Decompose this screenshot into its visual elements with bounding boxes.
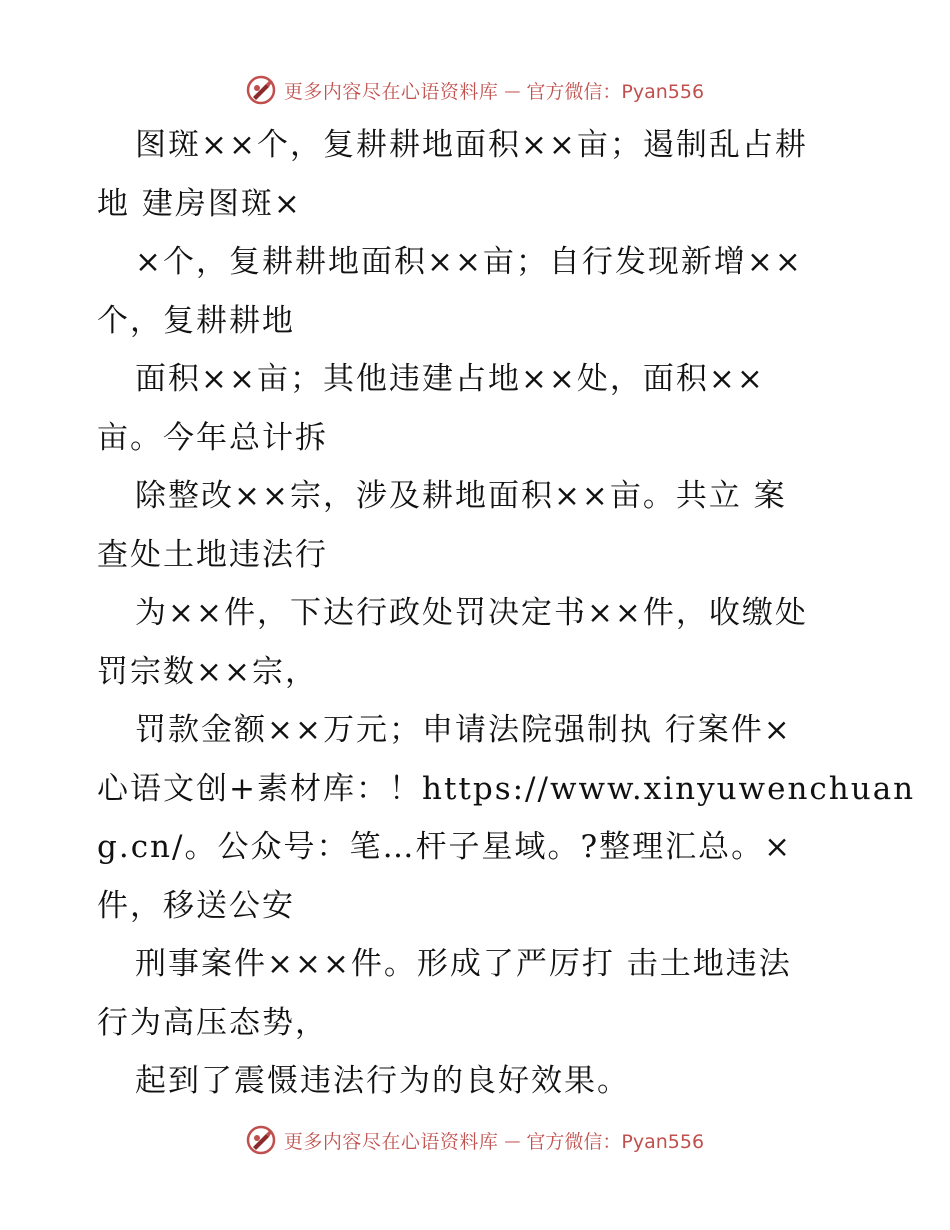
brand-logo-icon (246, 75, 276, 105)
footer-banner (0, 1120, 950, 1160)
text-line: 地 建房图斑× (97, 185, 302, 222)
text-line: 除整改××宗，涉及耕地面积××亩。共立 案 (135, 478, 787, 514)
text-line: 罚宗数××宗， (97, 653, 318, 690)
banner-wechat: 官方微信：Pyan556 (526, 80, 705, 103)
banner-text: 更多内容尽在心语资料库 (283, 1130, 499, 1153)
text-line: 图斑××个，复耕耕地面积××亩；遏制乱占耕 (135, 127, 808, 163)
header-banner (0, 70, 950, 110)
banner-text: 更多内容尽在心语资料库 (283, 80, 499, 103)
text-line: ×个，复耕耕地面积××亩；自行发现新增×× (135, 244, 803, 280)
document-body (97, 116, 916, 1111)
text-line: 亩。今年总计拆 (97, 419, 328, 456)
text-line: 为××件，下达行政处罚决定书××件，收缴处 (135, 595, 808, 631)
banner-separator: — (504, 1130, 521, 1150)
text-line: 罚款金额××万元；申请法院强制执 行案件× (135, 712, 792, 748)
text-line: 刑事案件×××件。形成了严厉打 击土地违法 (135, 946, 792, 982)
text-line: 个，复耕耕地 (97, 302, 295, 339)
text-line: g.cn/。公众号：笔…杆子星域。?整理汇总。× (97, 829, 793, 865)
banner-wechat: 官方微信：Pyan556 (526, 1130, 705, 1153)
text-line: 心语文创+素材库：！https://www.xinyuwenchuan (97, 770, 916, 807)
text-line: 查处土地违法行 (97, 536, 328, 573)
banner-separator: — (504, 80, 521, 100)
text-line: 面积××亩；其他违建占地××处，面积×× (135, 361, 765, 397)
text-line: 起到了震慑违法行为的良好效果。 (135, 1063, 630, 1099)
text-line: 件，移送公安 (97, 887, 295, 924)
brand-logo-icon (246, 1125, 276, 1155)
text-line: 行为高压态势， (97, 1004, 328, 1041)
